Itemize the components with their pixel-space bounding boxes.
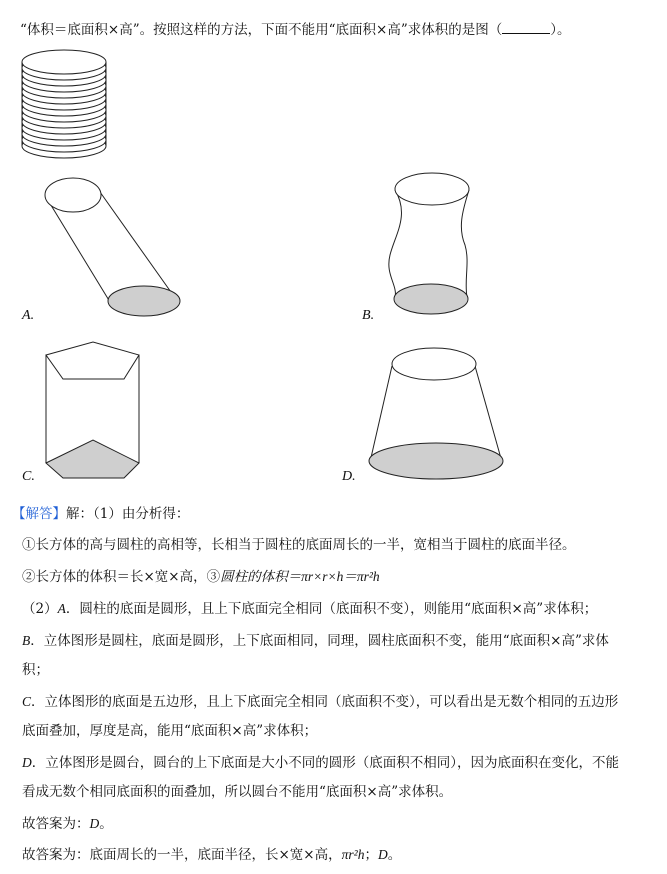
final-answer-1: 故答案为：D。 bbox=[22, 816, 113, 832]
answer-header bbox=[12, 502, 189, 522]
part2-c-line1: C．立体图形的底面是五边形，且上下底面完全相同（底面积不变），可以看出是无数个相同的五边形 bbox=[22, 694, 619, 710]
part2-b-line1: B．立体图形是圆柱，底面是圆形，上下底面相同，同理，圆柱底面积不变，能用“底面积×高”求体 bbox=[22, 633, 609, 649]
answer-intro: 解：（1）由分析得： bbox=[66, 506, 190, 522]
option-d-label: D. bbox=[342, 469, 356, 484]
part2-d-line1: D．立体图形是圆台，圆台的上下底面是大小不同的圆形（底面积不相同），因为底面积在变化，不能 bbox=[22, 755, 619, 771]
option-a-label: A. bbox=[22, 308, 35, 323]
part2-a: （2）A．圆柱的底面是圆形，且上下底面完全相同（底面积不变），则能用“底面积×高”求体积； bbox=[22, 601, 598, 617]
question-text-end: ）。 bbox=[550, 22, 571, 38]
part2-d-line2: 看成无数个相同底面积的面叠加，所以圆台不能用“底面积×高”求体积。 bbox=[22, 784, 453, 800]
option-c-label: C. bbox=[22, 469, 35, 484]
clause-1: ①长方体的高与圆柱的高相等，长相当于圆柱的底面周长的一半，宽相当于圆柱的底面半径。 bbox=[22, 537, 576, 553]
question-text: “体积＝底面积×高”。按照这样的方法，下面不能用“底面积×高”求体积的是图（ bbox=[20, 22, 503, 38]
part2-b-line2: 积； bbox=[22, 662, 49, 678]
option-b-label: B. bbox=[362, 308, 375, 323]
clause-2-3: ②长方体的体积＝长×宽×高，③圆柱的体积＝πr×r×h＝πr²h bbox=[22, 569, 380, 585]
part2-c-line2: 底面叠加，厚度是高，能用“底面积×高”求体积； bbox=[22, 723, 318, 739]
final-answer-2: 故答案为：底面周长的一半，底面半径，长×宽×高，πr²h；D。 bbox=[22, 847, 402, 863]
answer-tag: 【解答】 bbox=[12, 506, 66, 522]
